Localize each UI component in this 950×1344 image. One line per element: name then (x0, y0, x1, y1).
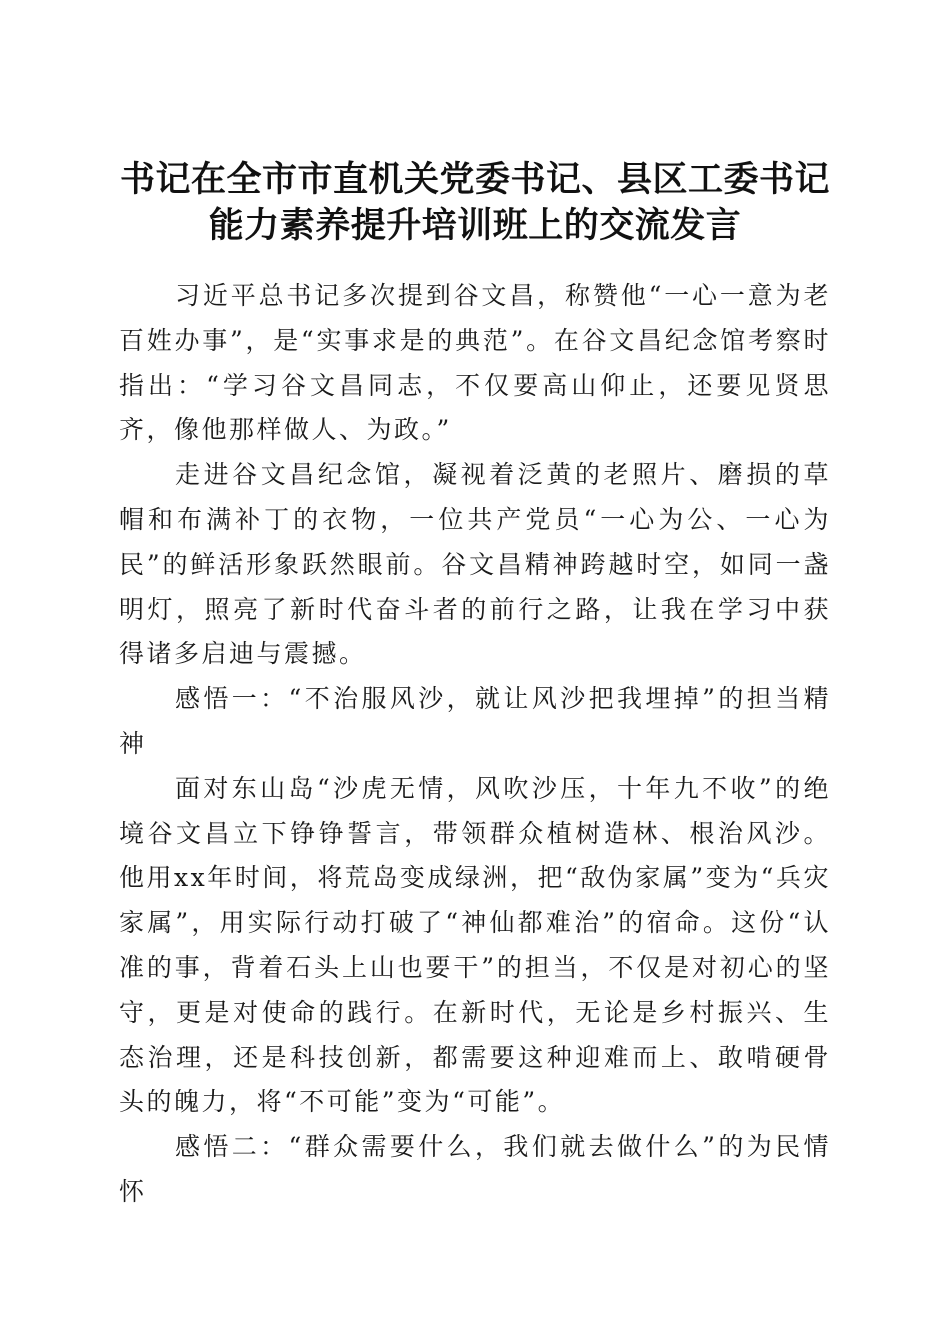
paragraph-memorial-visit: 走进谷文昌纪念馆，凝视着泛黄的老照片、磨损的草帽和布满补丁的衣物，一位共产党员“一心为公、一心为民”的鲜活形象跃然眼前。谷文昌精神跨越时空，如同一盏明灯，照亮了新时代奋斗者的前行之路，让我在学习中获得诸多启迪与震撼。 (119, 460, 831, 669)
title-line-2: 能力素养提升培训班上的交流发言 (208, 205, 742, 247)
title-line-1: 书记在全市市直机关党委书记、县区工委书记 (119, 159, 830, 201)
section-heading-insight-2: 感悟二：“群众需要什么，我们就去做什么”的为民情怀 (119, 1132, 831, 1206)
section-heading-insight-1: 感悟一：“不治服风沙，就让风沙把我埋掉”的担当精神 (119, 684, 831, 758)
paragraph-insight-1: 面对东山岛“沙虎无情，风吹沙压，十年九不收”的绝境谷文昌立下铮铮誓言，带领群众植树造林、根治风沙。他用xx年时间，将荒岛变成绿洲，把“敌伪家属”变为“兵灾家属”，用实际行动打破了“神仙都难治”的宿命。这份“认准的事，背着石头上山也要干”的担当，不仅是对初心的坚守，更是对使命的践行。在新时代，无论是乡村振兴、生态治理，还是科技创新，都需要这种迎难而上、敢啃硬骨头的魄力，将“不可能”变为“可能”。 (119, 773, 831, 1117)
document-title (100, 157, 850, 249)
paragraph-intro: 习近平总书记多次提到谷文昌，称赞他“一心一意为老百姓办事”，是“实事求是的典范”。在谷文昌纪念馆考察时指出：“学习谷文昌同志，不仅要高山仰止，还要见贤思齐，像他那样做人、为政。” (119, 281, 831, 445)
document-body (119, 274, 831, 1215)
